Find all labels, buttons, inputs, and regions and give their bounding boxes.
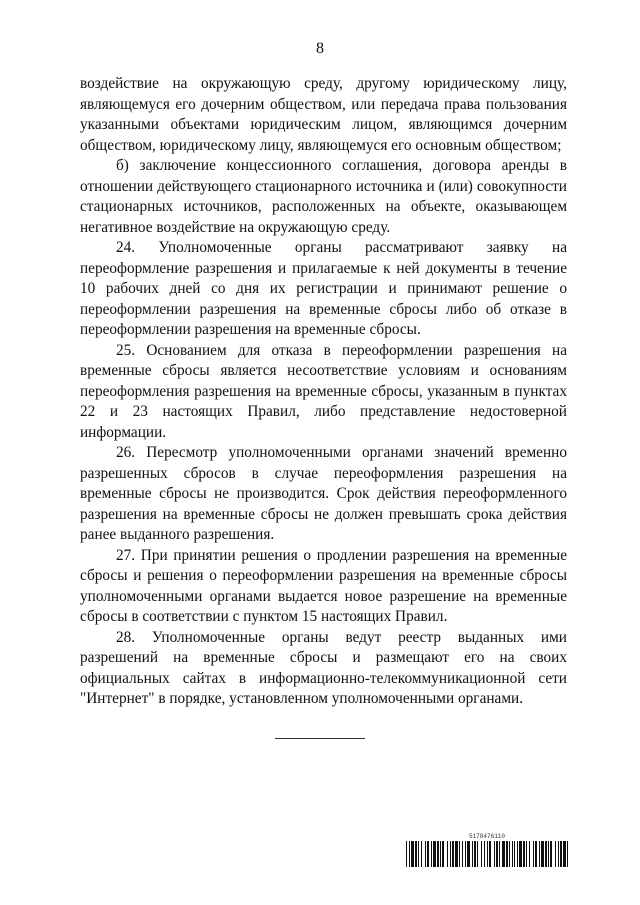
- paragraph-24: 24. Уполномоченные органы рассматривают заявку на переоформление разрешения и прилагаемые к ней документы в течение 10 рабочих дней со дня их регистрации и принимают решение о переоформлении разрешения на временные сбросы либо об отказе в переоформлении разрешения на временные сбросы.: [80, 239, 567, 338]
- paragraph-27: 27. При принятии решения о продлении разрешения на временные сбросы и решения о переоформлении разрешения на временные сбросы уполномоченными органами выдается новое разрешение на временные сбросы в соответствии с пунктом 15 настоящих Правил.: [80, 546, 567, 625]
- barcode-number: 5178476110: [468, 833, 505, 840]
- paragraph-b: б) заключение концессионного соглашения, договора аренды в отношении действующего стационарного источника и (или) совокупности стационарных источников, расположенных на объекте, оказывающем негативное воздействие на окружающую среду.: [80, 157, 567, 236]
- paragraph-25: 25. Основанием для отказа в переоформлении разрешения на временные сбросы является несоответствие условиям и основаниям переоформления разрешения на временные сбросы, указанным в пунктах 22 и 23 настоящих Правил, либо представление недостоверной информации.: [80, 341, 567, 441]
- barcode-image: [406, 841, 568, 867]
- paragraph-26: 26. Пересмотр уполномоченными органами значений временно разрешенных сбросов в случае переоформления разрешения на временные сбросы не производится. Срок действия переоформленного разрешения на временные сбросы не должен превышать срока действия ранее выданного разрешения.: [80, 444, 567, 543]
- page-number: 8: [316, 40, 324, 57]
- document-body: [80, 74, 567, 710]
- barcode-block: [406, 833, 568, 867]
- paragraph-28: 28. Уполномоченные органы ведут реестр выданных ими разрешений на временные сбросы и размещают его на своих официальных сайтах в информационно-телекоммуникационной сети "Интернет" в порядке, установленном уполномоченными органами.: [80, 628, 567, 707]
- paragraph-continued: воздействие на окружающую среду, другому юридическому лицу, являющемуся его дочерним обществом, или передача права пользования указанными объектами юридическим лицом, являющимся дочерним обществом, юридическому лицу, являющемуся его основным обществом;: [80, 75, 567, 154]
- end-separator-line: [275, 738, 365, 739]
